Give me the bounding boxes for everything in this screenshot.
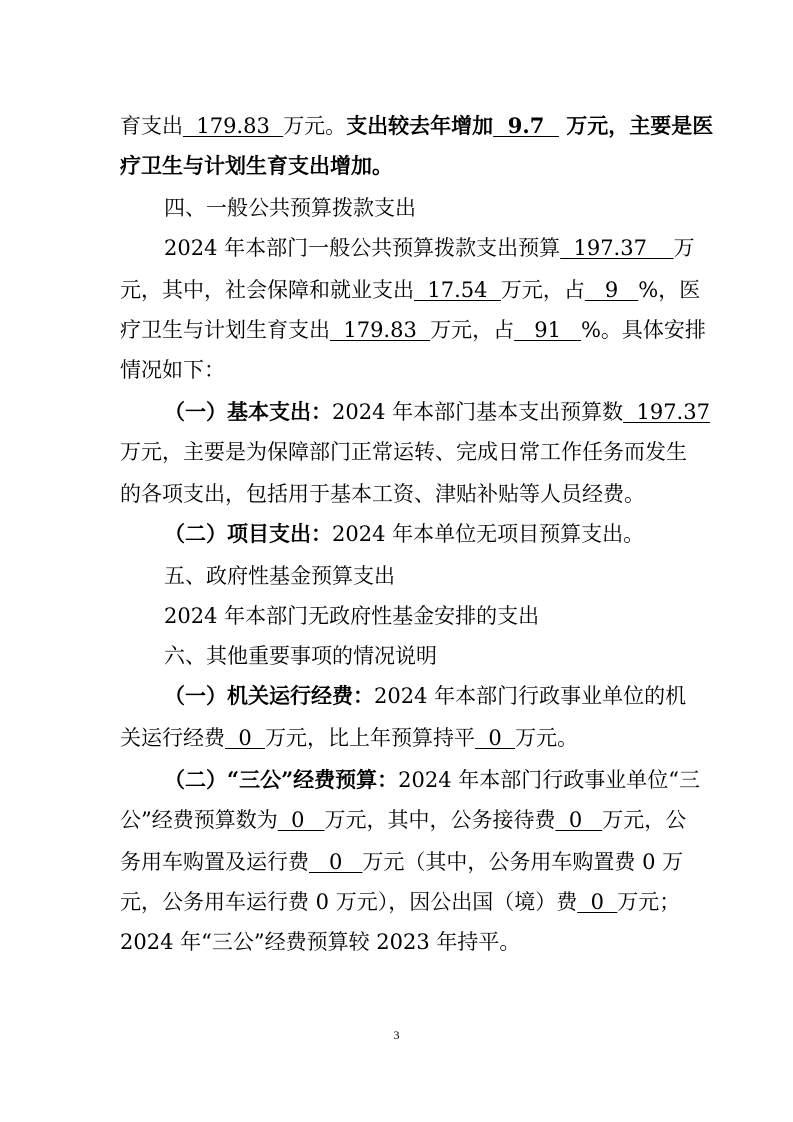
text-line (120, 922, 793, 962)
text-line (120, 474, 793, 514)
underlined-value: 0 (277, 808, 325, 832)
text-run: 四、一般公共预算拨款支出 (164, 196, 416, 220)
page-number: 3 (393, 1028, 400, 1042)
text-line (120, 842, 793, 882)
text-line (120, 310, 793, 350)
text-run: 万元，主要是医 (558, 113, 714, 138)
text-line (120, 106, 793, 146)
text-run: %。具体安排 (580, 318, 706, 342)
text-run: 元，公务用车运行费 0 万元），因公出国（境）费 (120, 890, 578, 914)
text-run: 疗卫生与计划生育支出增加。 (120, 153, 393, 178)
text-line (164, 676, 793, 716)
underlined-value: 0 (475, 726, 516, 750)
text-line (120, 270, 793, 310)
text-run: 万元，占 (500, 278, 585, 302)
underlined-value: 0 (309, 850, 363, 874)
underlined-value: 179.83 (330, 318, 431, 342)
text-line (120, 146, 793, 186)
text-line (164, 636, 793, 676)
text-run: 五、政府性基金预算支出 (164, 564, 395, 588)
underlined-value: 0 (577, 890, 618, 914)
text-run: 万元，主要是为保障部门正常运转、完成日常工作任务而发生 (120, 440, 687, 464)
text-line (164, 188, 793, 228)
text-run: 的各项支出，包括用于基本工资、津贴补贴等人员经费。 (120, 482, 645, 506)
text-run: 育支出 (120, 114, 183, 138)
text-run: 元，其中，社会保障和就业支出 (120, 278, 414, 302)
text-line (164, 556, 793, 596)
text-line (164, 760, 793, 800)
underlined-value: 9 (584, 278, 639, 302)
text-run: 2024 年本单位无项目预算支出。 (332, 522, 645, 546)
text-run: 关运行经费 (120, 726, 225, 750)
text-run: 六、其他重要事项的情况说明 (164, 644, 437, 668)
text-run: 情况如下： (120, 358, 225, 382)
text-run: 万元； (617, 890, 681, 914)
text-run: （二）项目支出： (164, 521, 332, 546)
text-run: %，医 (638, 278, 701, 302)
text-run: 2024 年“三公”经费预算较 2023 年持平。 (120, 930, 521, 954)
text-line (120, 718, 793, 758)
text-line (120, 800, 793, 840)
text-line (120, 432, 793, 472)
text-run: 支出较去年增加 (346, 113, 494, 138)
text-line (164, 596, 793, 636)
text-run: 万元。 (515, 726, 579, 750)
underlined-value: 197.37 (560, 236, 674, 260)
text-run: 万元，占 (430, 318, 515, 342)
text-run: 万元，其中，公务接待费 (324, 808, 556, 832)
text-run: 2024 年本部门无政府性基金安排的支出 (164, 604, 540, 628)
text-run: 2024 年本部门一般公共预算拨款支出预算 (164, 236, 561, 260)
text-run: （一）机关运行经费： (164, 683, 374, 708)
text-run: （一）基本支出： (164, 399, 332, 424)
text-line (164, 228, 793, 268)
underlined-value: 0 (225, 726, 266, 750)
text-run: 务用车购置及运行费 (120, 850, 309, 874)
text-run: 万 (673, 236, 695, 260)
underlined-value: 9.7 (493, 113, 559, 138)
text-line (164, 514, 793, 554)
underlined-value: 17.54 (414, 278, 501, 302)
text-run: 2024 年本部门行政事业单位的机 (374, 684, 687, 708)
text-run: 疗卫生与计划生育支出 (120, 318, 330, 342)
text-run: 万元，比上年预算持平 (265, 726, 476, 750)
text-line (120, 882, 793, 922)
text-run: 万元，公 (602, 808, 687, 832)
text-run: 公”经费预算数为 (120, 808, 278, 832)
text-line (120, 350, 793, 390)
text-run: （二）“三公”经费预算： (164, 767, 399, 792)
text-run: 2024 年本部门行政事业单位“三 (398, 768, 701, 792)
text-run: 万元。 (283, 114, 347, 138)
underlined-value: 0 (555, 808, 603, 832)
underlined-value: 197.37 (623, 400, 710, 424)
text-line (164, 392, 793, 432)
underlined-value: 179.83 (183, 114, 284, 138)
underlined-value: 91 (514, 318, 581, 342)
text-run: 2024 年本部门基本支出预算数 (332, 400, 624, 424)
text-run: 万元（其中，公务用车购置费 0 万 (362, 850, 684, 874)
